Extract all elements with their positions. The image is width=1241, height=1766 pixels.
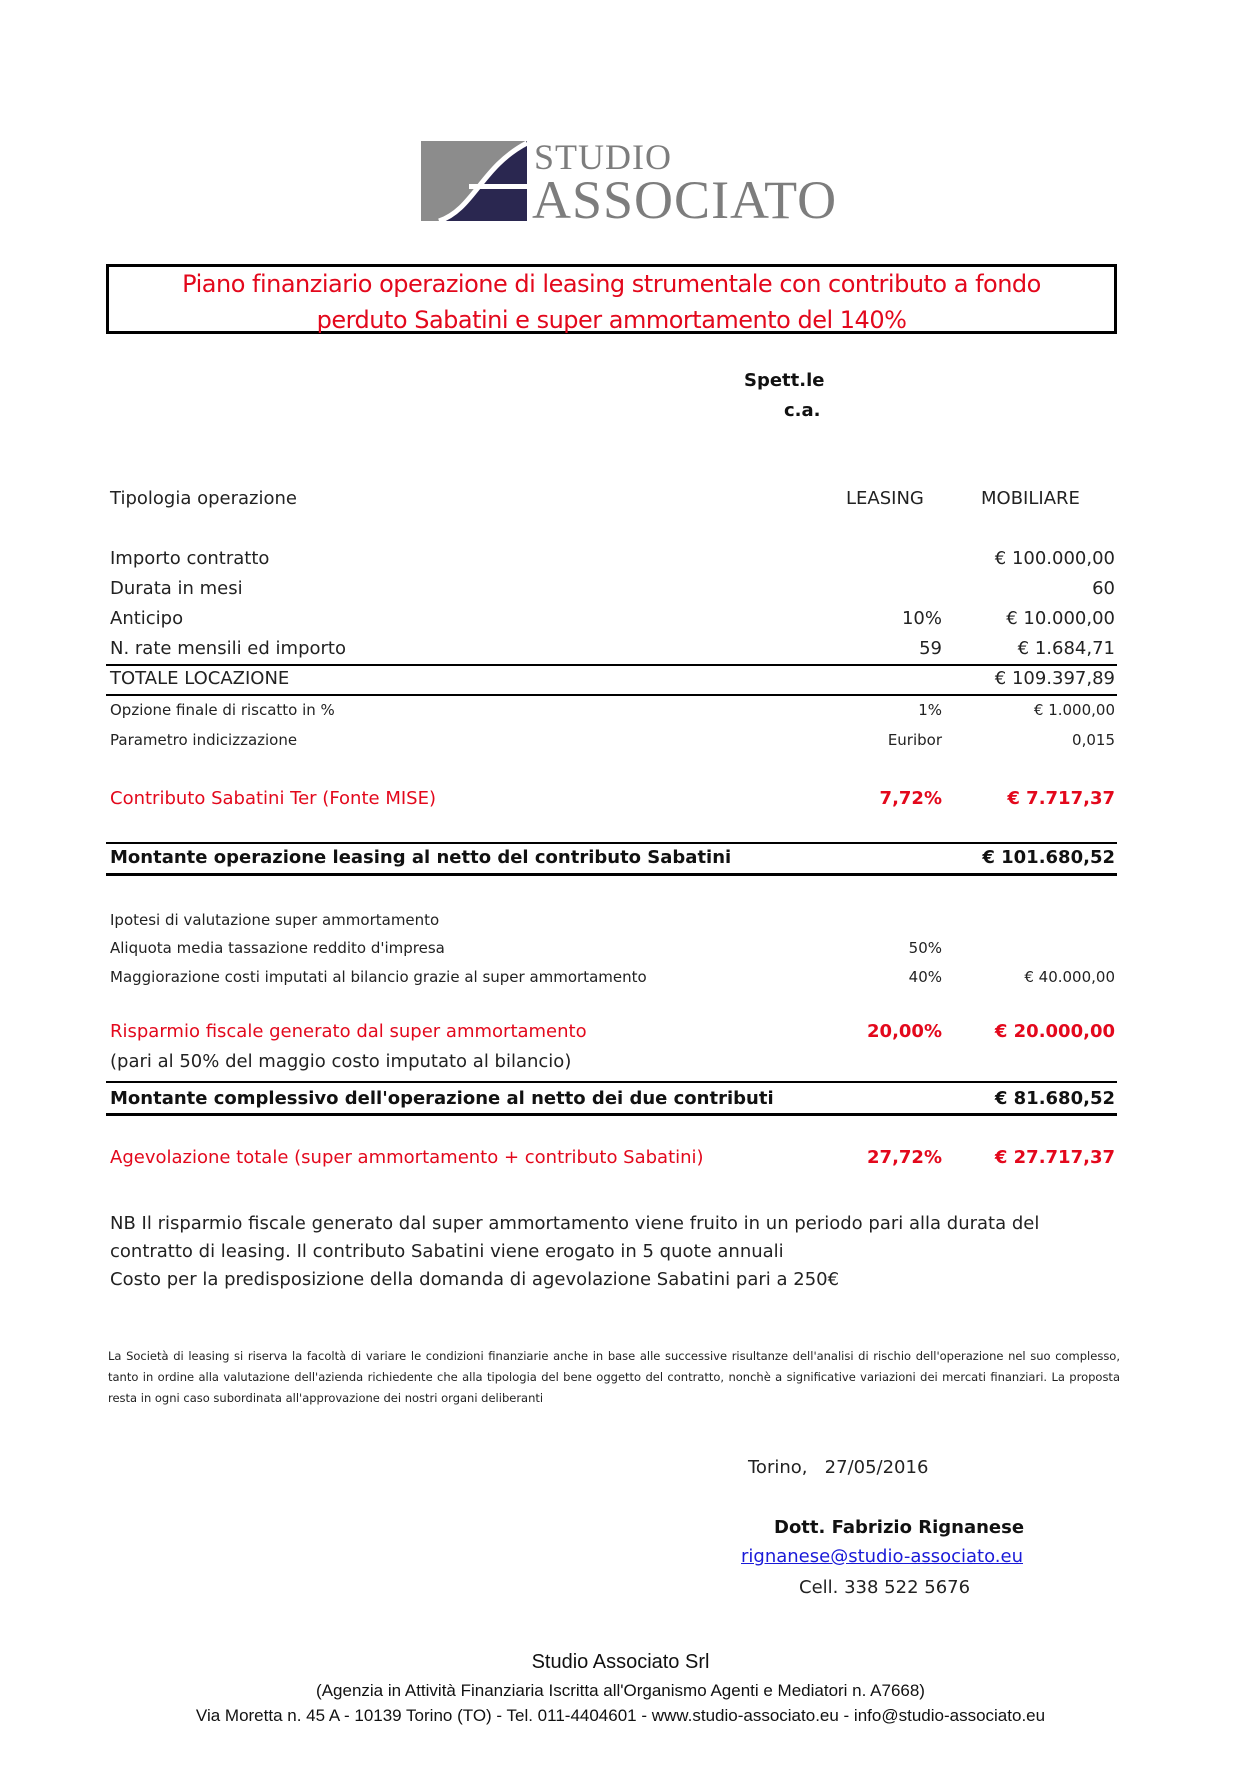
title-line-2: perduto Sabatini e super ammortamento del 140% <box>316 306 907 334</box>
footer-company: Studio Associato Srl <box>531 1651 710 1673</box>
rate-value: € 1.684,71 <box>1017 638 1115 659</box>
ipotesi-label: Ipotesi di valutazione super ammortamento <box>110 911 440 929</box>
divider <box>106 1081 1117 1083</box>
anticipo-value: € 10.000,00 <box>1006 608 1115 629</box>
durata-value: 60 <box>1092 578 1115 599</box>
cell-phone: Cell. 338 522 5676 <box>799 1577 971 1598</box>
opzione-value: € 1.000,00 <box>1033 701 1115 719</box>
divider <box>106 694 1117 696</box>
divider <box>106 664 1117 666</box>
note-line-1: NB Il risparmio fiscale generato dal super ammortamento viene fruito in un periodo pari alla durata del <box>110 1213 1040 1234</box>
contributo-pct: 7,72% <box>879 788 942 809</box>
agevolazione-label: Agevolazione totale (super ammortamento + contributo Sabatini) <box>110 1147 704 1168</box>
montante-label: Montante operazione leasing al netto del contributo Sabatini <box>110 847 732 868</box>
risparmio-pct: 20,00% <box>867 1021 942 1042</box>
note-line-3: Costo per la predisposizione della domanda di agevolazione Sabatini pari a 250€ <box>110 1269 840 1290</box>
agevolazione-value: € 27.717,37 <box>994 1147 1115 1168</box>
header-col-leasing: LEASING <box>846 488 924 509</box>
email-link[interactable]: rignanese@studio-associato.eu <box>741 1546 1023 1567</box>
parametro-value: 0,015 <box>1072 731 1115 749</box>
divider <box>106 1113 1117 1116</box>
header-label: Tipologia operazione <box>110 488 297 509</box>
importo-label: Importo contratto <box>110 548 270 569</box>
aliquota-pct: 50% <box>908 939 942 957</box>
date: 27/05/2016 <box>824 1457 929 1478</box>
recipient-spett: Spett.le <box>744 370 825 391</box>
logo-white-bar <box>469 184 527 189</box>
note-line-2: contratto di leasing. Il contributo Sabatini viene erogato in 5 quote annuali <box>110 1241 784 1262</box>
footer-registration: (Agenzia in Attività Finanziaria Iscritta all'Organismo Agenti e Mediatori n. A7668) <box>316 1681 925 1700</box>
divider <box>106 842 1117 844</box>
place-date <box>748 1457 928 1478</box>
contributo-value: € 7.717,37 <box>1007 788 1115 809</box>
document-title <box>106 266 1117 338</box>
rate-label: N. rate mensili ed importo <box>110 638 346 659</box>
recipient-ca: c.a. <box>784 400 821 421</box>
totale-value: € 109.397,89 <box>994 668 1115 689</box>
contributo-label: Contributo Sabatini Ter (Fonte MISE) <box>110 788 436 809</box>
maggiorazione-value: € 40.000,00 <box>1024 968 1115 986</box>
rate-count: 59 <box>919 638 942 659</box>
divider <box>106 873 1117 876</box>
montante-complessivo-label: Montante complessivo dell'operazione al netto dei due contributi <box>110 1088 774 1109</box>
anticipo-pct: 10% <box>901 608 942 629</box>
durata-label: Durata in mesi <box>110 578 243 599</box>
logo-text-associato: ASSOCIATO <box>532 170 838 230</box>
maggiorazione-pct: 40% <box>908 968 942 986</box>
footer-address: Via Moretta n. 45 A - 10139 Torino (TO) - Tel. 011-4404601 - www.studio-associato.eu - info@studio-associato.eu <box>195 1706 1046 1725</box>
title-line-1: Piano finanziario operazione di leasing strumentale con contributo a fondo <box>182 270 1041 298</box>
risparmio-value: € 20.000,00 <box>994 1021 1115 1042</box>
anticipo-label: Anticipo <box>110 608 184 629</box>
header-col-mobiliare: MOBILIARE <box>981 488 1080 509</box>
place: Torino, <box>748 1457 808 1478</box>
risparmio-sub: (pari al 50% del maggio costo imputato al bilancio) <box>110 1051 572 1072</box>
risparmio-label: Risparmio fiscale generato dal super ammortamento <box>110 1021 587 1042</box>
montante-value: € 101.680,52 <box>982 847 1115 868</box>
opzione-pct: 1% <box>918 701 942 719</box>
montante-complessivo-value: € 81.680,52 <box>994 1088 1115 1109</box>
disclaimer-text: La Società di leasing si riserva la facoltà di variare le condizioni finanziarie anche in base alle successive risultanze dell'analisi di rischio dell'operazione nel suo complesso, tanto in ordine alla valutazione dell'azienda richiedente che alla tipologia del bene oggetto del contratto, nonchè a significative variazioni dei mercati finanziari. La proposta resta in ogni caso subordinata all'approvazione dei nostri organi deliberanti <box>108 1349 1120 1405</box>
agevolazione-pct: 27,72% <box>867 1147 942 1168</box>
opzione-label: Opzione finale di riscatto in % <box>110 701 335 719</box>
signer-name: Dott. Fabrizio Rignanese <box>774 1517 1025 1538</box>
note-block <box>110 1210 1110 1294</box>
totale-label: TOTALE LOCAZIONE <box>110 668 290 689</box>
importo-value: € 100.000,00 <box>994 548 1115 569</box>
logo-text-studio: STUDIO <box>534 137 672 177</box>
aliquota-label: Aliquota media tassazione reddito d'impresa <box>110 939 445 957</box>
parametro-label: Parametro indicizzazione <box>110 731 298 749</box>
maggiorazione-label: Maggiorazione costi imputati al bilancio grazie al super ammortamento <box>110 968 647 986</box>
parametro-index: Euribor <box>887 731 942 749</box>
